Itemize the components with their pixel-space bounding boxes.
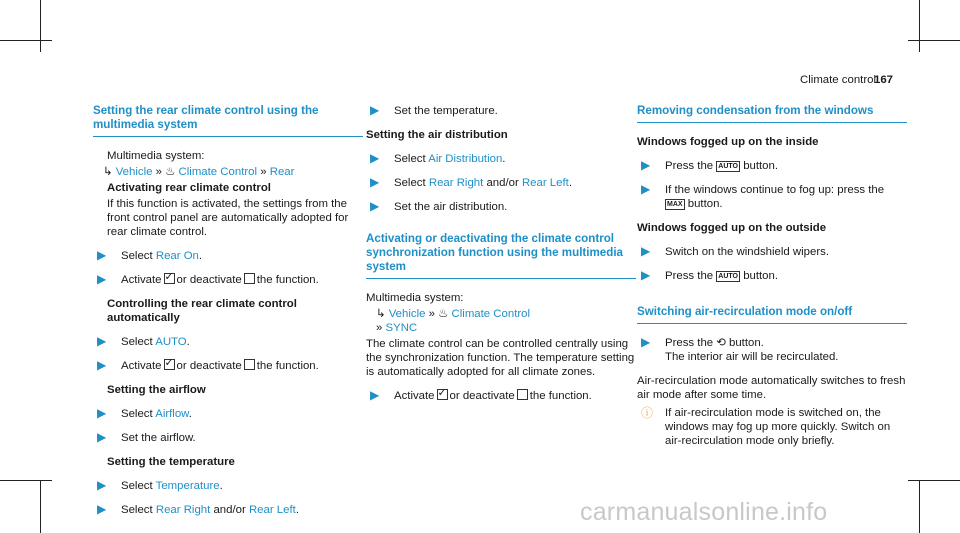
step-arrow-icon: ▶: [641, 244, 651, 258]
max-defrost-icon: MAX: [667, 201, 683, 208]
path-item: SYNC: [385, 322, 418, 334]
step: ▶ Set the air distribution.: [370, 199, 508, 213]
crop-mark: [0, 480, 52, 481]
step: ▶ Activate✓ or deactivate the function.: [93, 359, 363, 373]
step-arrow-icon: ▶: [97, 334, 107, 348]
multimedia-label: Multimedia system:: [107, 150, 205, 162]
path-item: Climate Control: [178, 166, 258, 178]
step-arrow-icon: ▶: [370, 175, 380, 189]
step: ▶ Set the airflow.: [97, 430, 196, 444]
path-item: Vehicle: [388, 308, 426, 320]
step: ▶ Press the ⟲ button. The interior air will be recirculated.: [641, 335, 839, 363]
step-arrow-icon: ▶: [97, 358, 107, 372]
checkbox-checked-icon: [164, 359, 175, 370]
step-arrow-icon: ▶: [97, 248, 107, 262]
subheading: Windows fogged up on the outside: [637, 222, 827, 234]
subheading: Setting the airflow: [107, 384, 206, 396]
watermark: carmanualsonline.info: [580, 498, 828, 526]
step: ▶ Select Temperature.: [97, 478, 223, 492]
section-title: Switching air-recirculation mode on/off: [637, 305, 907, 324]
subheading: Setting the air distribution: [366, 129, 508, 141]
subheading: Setting the temperature: [107, 456, 235, 468]
chevron-right-icon: »: [155, 166, 162, 178]
column-2: [366, 104, 636, 413]
step: ▶ Select Rear Right and/or Rear Left.: [97, 502, 299, 516]
climate-icon: ♨: [438, 308, 449, 320]
column-3: [637, 104, 907, 448]
info-note: ⓘ If air-recirculation mode is switched on, the windows may fog up more quickly. Switch on air-recirculation mode only briefly.: [641, 406, 891, 447]
step-arrow-icon: ▶: [641, 182, 651, 196]
path-item: Climate Control: [451, 308, 531, 320]
step-arrow-icon: ▶: [370, 388, 380, 402]
step-arrow-icon: ▶: [97, 502, 107, 516]
crop-mark: [40, 0, 41, 52]
crop-mark: [908, 480, 960, 481]
path-item: Rear: [269, 166, 295, 178]
step: ▶ Set the temperature.: [370, 103, 498, 117]
crop-mark: [40, 480, 41, 533]
auto-button-icon: AUTO: [718, 273, 739, 280]
chevron-right-icon: »: [428, 308, 435, 320]
step: ▶ Press the AUTO button.: [641, 158, 779, 172]
crop-mark: [919, 480, 920, 533]
multimedia-label: Multimedia system:: [366, 292, 464, 304]
step-arrow-icon: ▶: [641, 158, 651, 172]
running-header: Climate control: [800, 74, 876, 86]
section-title: Removing condensation from the windows: [637, 104, 907, 123]
page-number: 167: [874, 74, 894, 86]
chevron-right-icon: »: [376, 322, 383, 334]
subheading: Controlling the rear climate control automatically: [107, 298, 297, 324]
step: ▶ Select Rear On.: [97, 248, 203, 262]
step: ▶ Activate✓ or deactivate the function.: [93, 273, 363, 287]
step: ▶ Select Rear Right and/or Rear Left.: [370, 175, 572, 189]
path-arrow-icon: ↳: [376, 308, 386, 320]
step-arrow-icon: ▶: [370, 151, 380, 165]
step: ▶ Activate✓ or deactivate the function.: [366, 389, 636, 403]
recirculation-icon: ⟲: [716, 337, 726, 349]
step-arrow-icon: ▶: [97, 478, 107, 492]
step-arrow-icon: ▶: [641, 268, 651, 282]
info-icon: ⓘ: [641, 406, 654, 420]
crop-mark: [908, 40, 960, 41]
subheading: Activating rear climate control: [107, 182, 271, 194]
section-title: Activating or deactivating the climate control synchronization function using the multimedia system: [366, 232, 636, 279]
step-arrow-icon: ▶: [97, 272, 107, 286]
step-arrow-icon: ▶: [641, 335, 651, 349]
chevron-right-icon: »: [260, 166, 267, 178]
step: ▶ Select AUTO.: [97, 334, 190, 348]
section-title: Setting the rear climate control using the multimedia system: [93, 104, 363, 137]
menu-path: [93, 165, 363, 179]
checkbox-empty-icon: [244, 359, 255, 370]
step: ▶ If the windows continue to fog up: press the MAX button.: [641, 182, 885, 210]
crop-mark: [0, 40, 52, 41]
checkbox-empty-icon: [244, 273, 255, 284]
paragraph: The climate control can be controlled centrally using the synchronization function. The temperature setting is automatically adopted for all climate zones.: [366, 338, 635, 378]
checkbox-checked-icon: [164, 273, 175, 284]
step-arrow-icon: ▶: [370, 103, 380, 117]
subheading: Windows fogged up on the inside: [637, 136, 819, 148]
auto-button-icon: AUTO: [718, 163, 739, 170]
step: ▶ Press the AUTO button.: [641, 268, 779, 282]
step: ▶ Select Air Distribution.: [370, 151, 506, 165]
step-arrow-icon: ▶: [370, 199, 380, 213]
crop-mark: [919, 0, 920, 52]
column-1: [93, 104, 363, 527]
climate-icon: ♨: [165, 166, 176, 178]
step: ▶ Select Airflow.: [97, 406, 192, 420]
checkbox-empty-icon: [517, 389, 528, 400]
path-arrow-icon: ↳: [103, 166, 113, 178]
paragraph: If this function is activated, the settings from the front control panel are automatically adopted for rear climate control.: [107, 198, 349, 238]
menu-path: [366, 307, 636, 335]
paragraph: Air-recirculation mode automatically switches to fresh air mode after some time.: [637, 375, 906, 401]
checkbox-checked-icon: [437, 389, 448, 400]
step-arrow-icon: ▶: [97, 430, 107, 444]
path-item: Vehicle: [115, 166, 153, 178]
step-arrow-icon: ▶: [97, 406, 107, 420]
step: ▶ Switch on the windshield wipers.: [641, 244, 829, 258]
